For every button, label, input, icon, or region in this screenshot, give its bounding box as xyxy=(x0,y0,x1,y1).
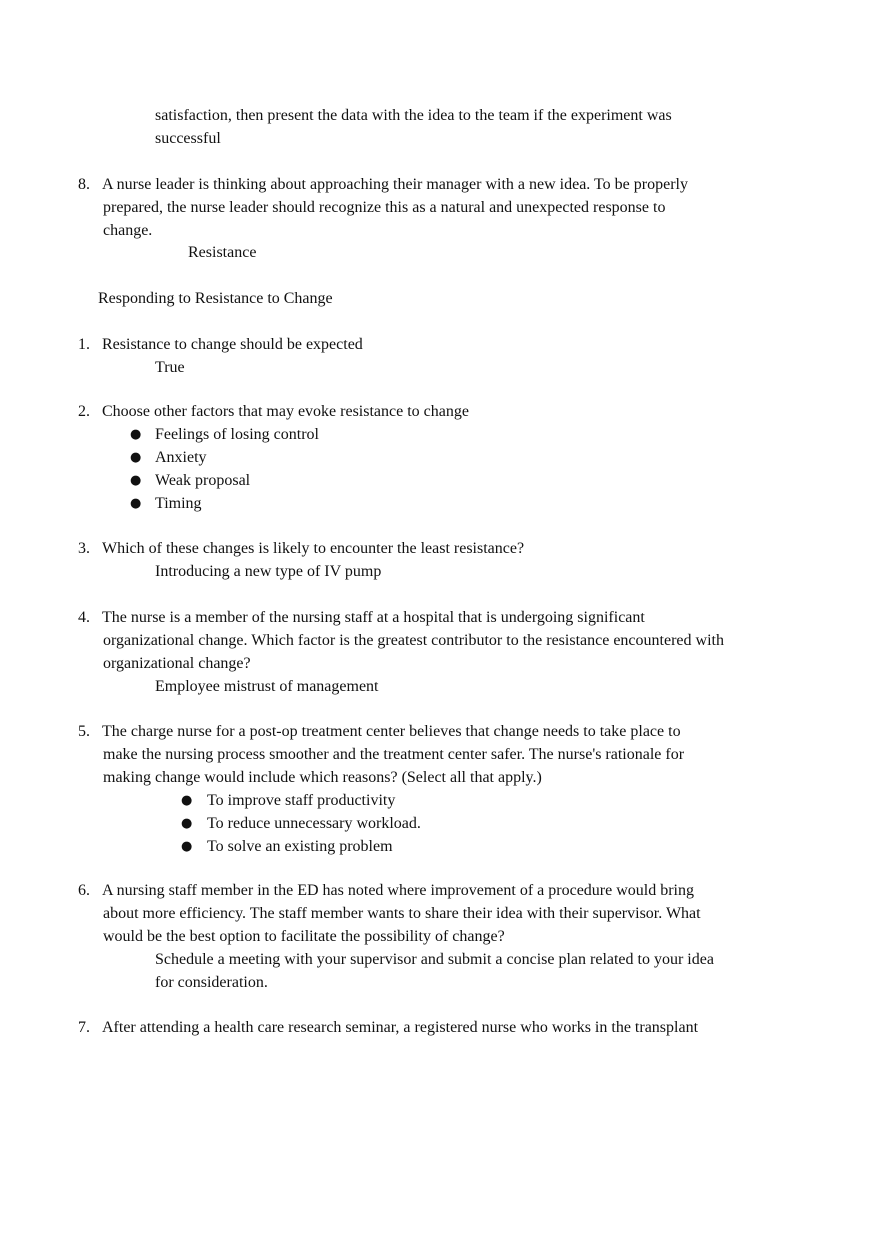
q5-question-line-3: making change would include which reasons? (Select all that apply.) xyxy=(103,769,542,786)
q8-question-line-2: prepared, the nurse leader should recognize this as a natural and unexpected response to xyxy=(103,199,666,216)
q6-question-line-2: about more efficiency. The staff member wants to share their idea with their supervisor. What xyxy=(103,905,701,922)
q2-number: 2. xyxy=(78,403,90,420)
q5-bullet-1: ● xyxy=(181,793,193,808)
q5-question-line-2: make the nursing process smoother and the treatment center safer. The nurse's rationale for xyxy=(103,746,685,763)
q2-bullet-2: ● xyxy=(130,450,142,465)
q2-bullet-4: ● xyxy=(130,496,142,511)
q8-number: 8. xyxy=(78,176,90,193)
q1-answer: True xyxy=(155,359,185,376)
q4-question-line-1: The nurse is a member of the nursing staff at a hospital that is undergoing significant xyxy=(102,609,645,626)
q3-answer: Introducing a new type of IV pump xyxy=(155,563,382,580)
q3-number: 3. xyxy=(78,540,90,557)
q2-answer-4: Timing xyxy=(155,495,202,512)
q4-answer: Employee mistrust of management xyxy=(155,678,379,695)
carryover-answer-line-2: successful xyxy=(155,130,221,147)
q2-bullet-1: ● xyxy=(130,427,142,442)
q5-answer-2: To reduce unnecessary workload. xyxy=(207,815,421,832)
q8-question-line-1: A nurse leader is thinking about approaching their manager with a new idea. To be properly xyxy=(102,176,688,193)
q4-question-line-2: organizational change. Which factor is the greatest contributor to the resistance encountered with xyxy=(103,632,724,649)
q5-number: 5. xyxy=(78,723,90,740)
q1-question: Resistance to change should be expected xyxy=(102,336,363,353)
q6-question-line-1: A nursing staff member in the ED has noted where improvement of a procedure would bring xyxy=(102,882,694,899)
q2-answer-2: Anxiety xyxy=(155,449,207,466)
q5-bullet-2: ● xyxy=(181,816,193,831)
q7-question-line-1: After attending a health care research seminar, a registered nurse who works in the transplant xyxy=(102,1019,699,1036)
section-title: Responding to Resistance to Change xyxy=(98,290,333,307)
q2-answer-1: Feelings of losing control xyxy=(155,426,319,443)
q6-question-line-3: would be the best option to facilitate the possibility of change? xyxy=(103,928,505,945)
q5-question-line-1: The charge nurse for a post-op treatment center believes that change needs to take place to xyxy=(102,723,681,740)
q7-number: 7. xyxy=(78,1019,90,1036)
q6-answer-line-2: for consideration. xyxy=(155,974,268,991)
carryover-answer-line-1: satisfaction, then present the data with the idea to the team if the experiment was xyxy=(155,107,672,124)
q5-bullet-3: ● xyxy=(181,839,193,854)
q5-answer-3: To solve an existing problem xyxy=(207,838,393,855)
q8-question-line-3: change. xyxy=(103,222,153,239)
q2-bullet-3: ● xyxy=(130,473,142,488)
q6-answer-line-1: Schedule a meeting with your supervisor and submit a concise plan related to your idea xyxy=(155,951,714,968)
q8-answer: Resistance xyxy=(188,244,257,261)
q4-question-line-3: organizational change? xyxy=(103,655,251,672)
q2-answer-3: Weak proposal xyxy=(155,472,251,489)
q5-answer-1: To improve staff productivity xyxy=(207,792,396,809)
q3-question: Which of these changes is likely to encounter the least resistance? xyxy=(102,540,525,557)
q1-number: 1. xyxy=(78,336,90,353)
q6-number: 6. xyxy=(78,882,90,899)
q4-number: 4. xyxy=(78,609,90,626)
q2-question: Choose other factors that may evoke resistance to change xyxy=(102,403,469,420)
